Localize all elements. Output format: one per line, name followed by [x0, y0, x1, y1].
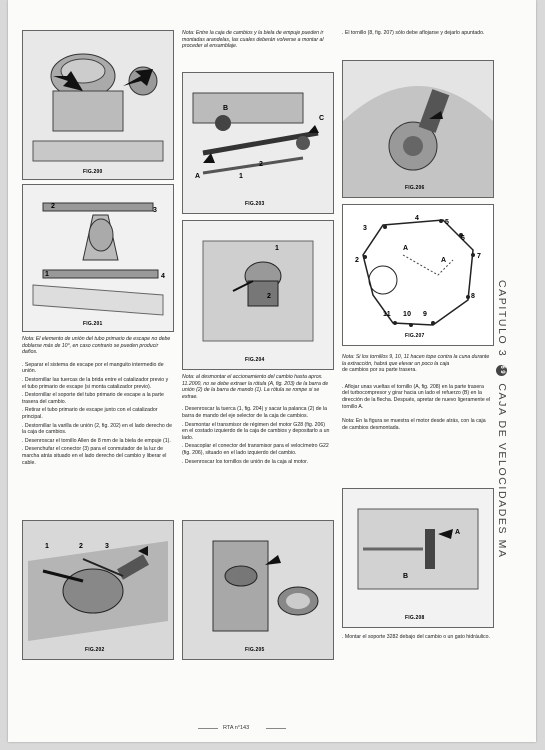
callout-201-1: 1 [45, 271, 50, 278]
chapter-sidebar [496, 280, 508, 559]
callout-201-3: 3 [153, 207, 158, 214]
step-6: . Desenroscar el tornillo Allen de 8 mm de la biela de empuje (1). [22, 437, 171, 444]
chapter-label: CAPITULO 3 [496, 280, 508, 358]
callout-204-2: 2 [267, 293, 272, 300]
step-turbo: . Aflojar unas vueltas el tornillo (A, fig. 208) en la parte trasera del turbocompresor y girar hacia un lado el refuerzo (B) en la dirección de la flecha. Después, apretar de nuevo ligeramente el tornillo A. [342, 383, 491, 410]
engine-photo-200 [23, 31, 173, 179]
figure-206-caption: FIG.206 [405, 185, 425, 191]
selector-photo-204 [183, 221, 333, 369]
step-support: . Montar el soporte 3282 debajo del cambio o un gato hidráulico. [342, 634, 490, 640]
callout-201-4: 4 [161, 273, 166, 280]
callout-203-c: C [319, 115, 325, 122]
callout-203-1: 1 [239, 173, 244, 180]
linkage-photo-203 [183, 73, 333, 213]
step-3: . Destornillar el soporte del tubo primario de escape a la parte trasera del cambio. [22, 392, 164, 405]
callout-207-6: 6 [461, 235, 466, 242]
exhaust-photo-201 [23, 185, 173, 331]
callout-203-b: B [223, 105, 229, 112]
figure-200 [22, 30, 174, 180]
callout-207-4: 4 [415, 215, 420, 222]
note-exhaust: Nota: El elemento de unión del tubo primario de escape no debe doblarse más de 10°, en caso contrario se pueden producir daños. [22, 336, 171, 356]
figure-208 [342, 488, 494, 628]
turbo-photo-208 [343, 489, 493, 627]
figure-202-caption: FIG.202 [85, 647, 105, 653]
callout-208-b: B [403, 573, 409, 580]
column-2-text [182, 374, 332, 467]
transmitter-photo-205 [183, 521, 333, 659]
figure-206 [342, 60, 494, 198]
figure-205 [182, 520, 334, 660]
callout-201-2: 2 [51, 203, 56, 210]
figure-207-caption: FIG.207 [405, 333, 425, 339]
footer-rule-left [198, 728, 218, 729]
note-bolts-tail: de cambios por su parte trasera. [342, 367, 417, 374]
callout-203-2: 2 [259, 161, 264, 168]
figure-202 [22, 520, 174, 660]
callout-207-7: 7 [477, 253, 482, 260]
callout-202-2: 2 [79, 543, 84, 550]
step-11: . Desenroscar los tornillos de unión de la caja al motor. [182, 458, 309, 465]
figure-208-caption: FIG.208 [405, 615, 425, 621]
callout-204-1: 1 [275, 245, 280, 252]
callout-207-11: 11 [383, 311, 391, 318]
callout-207-a-left: A [403, 245, 409, 252]
callout-208-a: A [455, 529, 461, 536]
callout-207-5: 5 [445, 219, 450, 226]
figure-201 [22, 184, 174, 332]
step-1: . Separar el sistema de escape por el manguito intermedio de unión. [22, 361, 164, 375]
figure-204 [182, 220, 334, 370]
figure-204-caption: FIG.204 [245, 357, 265, 363]
note-bolts: Nota: Si los tornillos 9, 10, 11 hacen tope contra la cuna durante la extracción, habrá que elevar un poco la caja [342, 354, 490, 367]
callout-207-3: 3 [363, 225, 368, 232]
figure-201-caption: FIG.201 [83, 321, 103, 327]
step-5: . Destornillar la varilla de unión (2, fig. 202) en el lado derecho de la caja de cambios. [22, 422, 172, 436]
step-9: . Desmontar el transmisor de régimen del motor G28 (fig. 206) en el costado izquierdo de la caja de cambios y depositarlo a un lado. [182, 421, 330, 441]
column-1-text [22, 336, 172, 468]
callout-207-8: 8 [471, 293, 476, 300]
figure-200-caption: FIG.200 [83, 169, 103, 175]
figure-203 [182, 72, 334, 214]
column-3-text [342, 354, 492, 433]
callout-203-a: A [195, 173, 201, 180]
gearbox-photo-202 [23, 521, 173, 659]
callout-207-a-right: A [441, 257, 447, 264]
figure-207 [342, 204, 494, 346]
step-7: . Desenchufar el conector (3) para el conmutador de la luz de marcha atrás situado en el lado derecho del cambio y liberar el cable. [22, 446, 167, 466]
callout-207-10: 10 [403, 311, 412, 318]
note-engine-rear: Nota: En la figura se muestra el motor desde atrás, con la caja de cambios desmontada. [342, 418, 486, 431]
callout-207-9: 9 [423, 311, 428, 318]
chapter-title: CAJA DE VELOCIDADES MA [496, 383, 508, 559]
figure-203-caption: FIG.203 [245, 201, 265, 207]
note-washers: Nota: Entre la caja de cambios y la biela de empuje pueden ir montadas arandelas, las cuales deberán volverse a montar al proceder al ensamblaje. [182, 30, 324, 50]
callout-202-1: 1 [45, 543, 50, 550]
step-2: . Destornillar las tuercas de la brida entre el catalizador previo y el tubo primario de escape (si monta catalizador previo). [22, 376, 169, 390]
step-screw-8: . El tornillo (8, fig. 207) sólo debe aflojarse y dejarlo apuntado. [342, 30, 485, 36]
note-linkage: Nota: al desmontar el accionamiento del cambio hasta aprox. 11.2000, no se debe extraer la rótula (A, fig. 203) de la barra de unión (2) de la barra de mando (1). La rótula se rompe si se extrae. [182, 374, 329, 400]
page-badge: 69 [496, 365, 507, 376]
step-4: . Retirar el tubo primario de escape junto con el catalizador principal. [22, 407, 158, 420]
page-footer: RTA n°143 [223, 725, 250, 731]
footer-rule-right [266, 728, 286, 729]
sensor-photo-206 [343, 61, 493, 197]
manual-page [8, 0, 536, 742]
figure-205-caption: FIG.205 [245, 647, 265, 653]
step-8: . Desenroscar la tuerca (1, fig. 204) y sacar la palanca (2) de la barra de mando del eje selector de la caja de cambios. [182, 406, 328, 419]
callout-202-3: 3 [105, 543, 110, 550]
callout-207-2: 2 [355, 257, 360, 264]
step-10: . Desacoplar el conector del transmisor para el velocímetro G22 (fig. 206), situado en el lado izquierdo del cambio. [182, 443, 329, 456]
